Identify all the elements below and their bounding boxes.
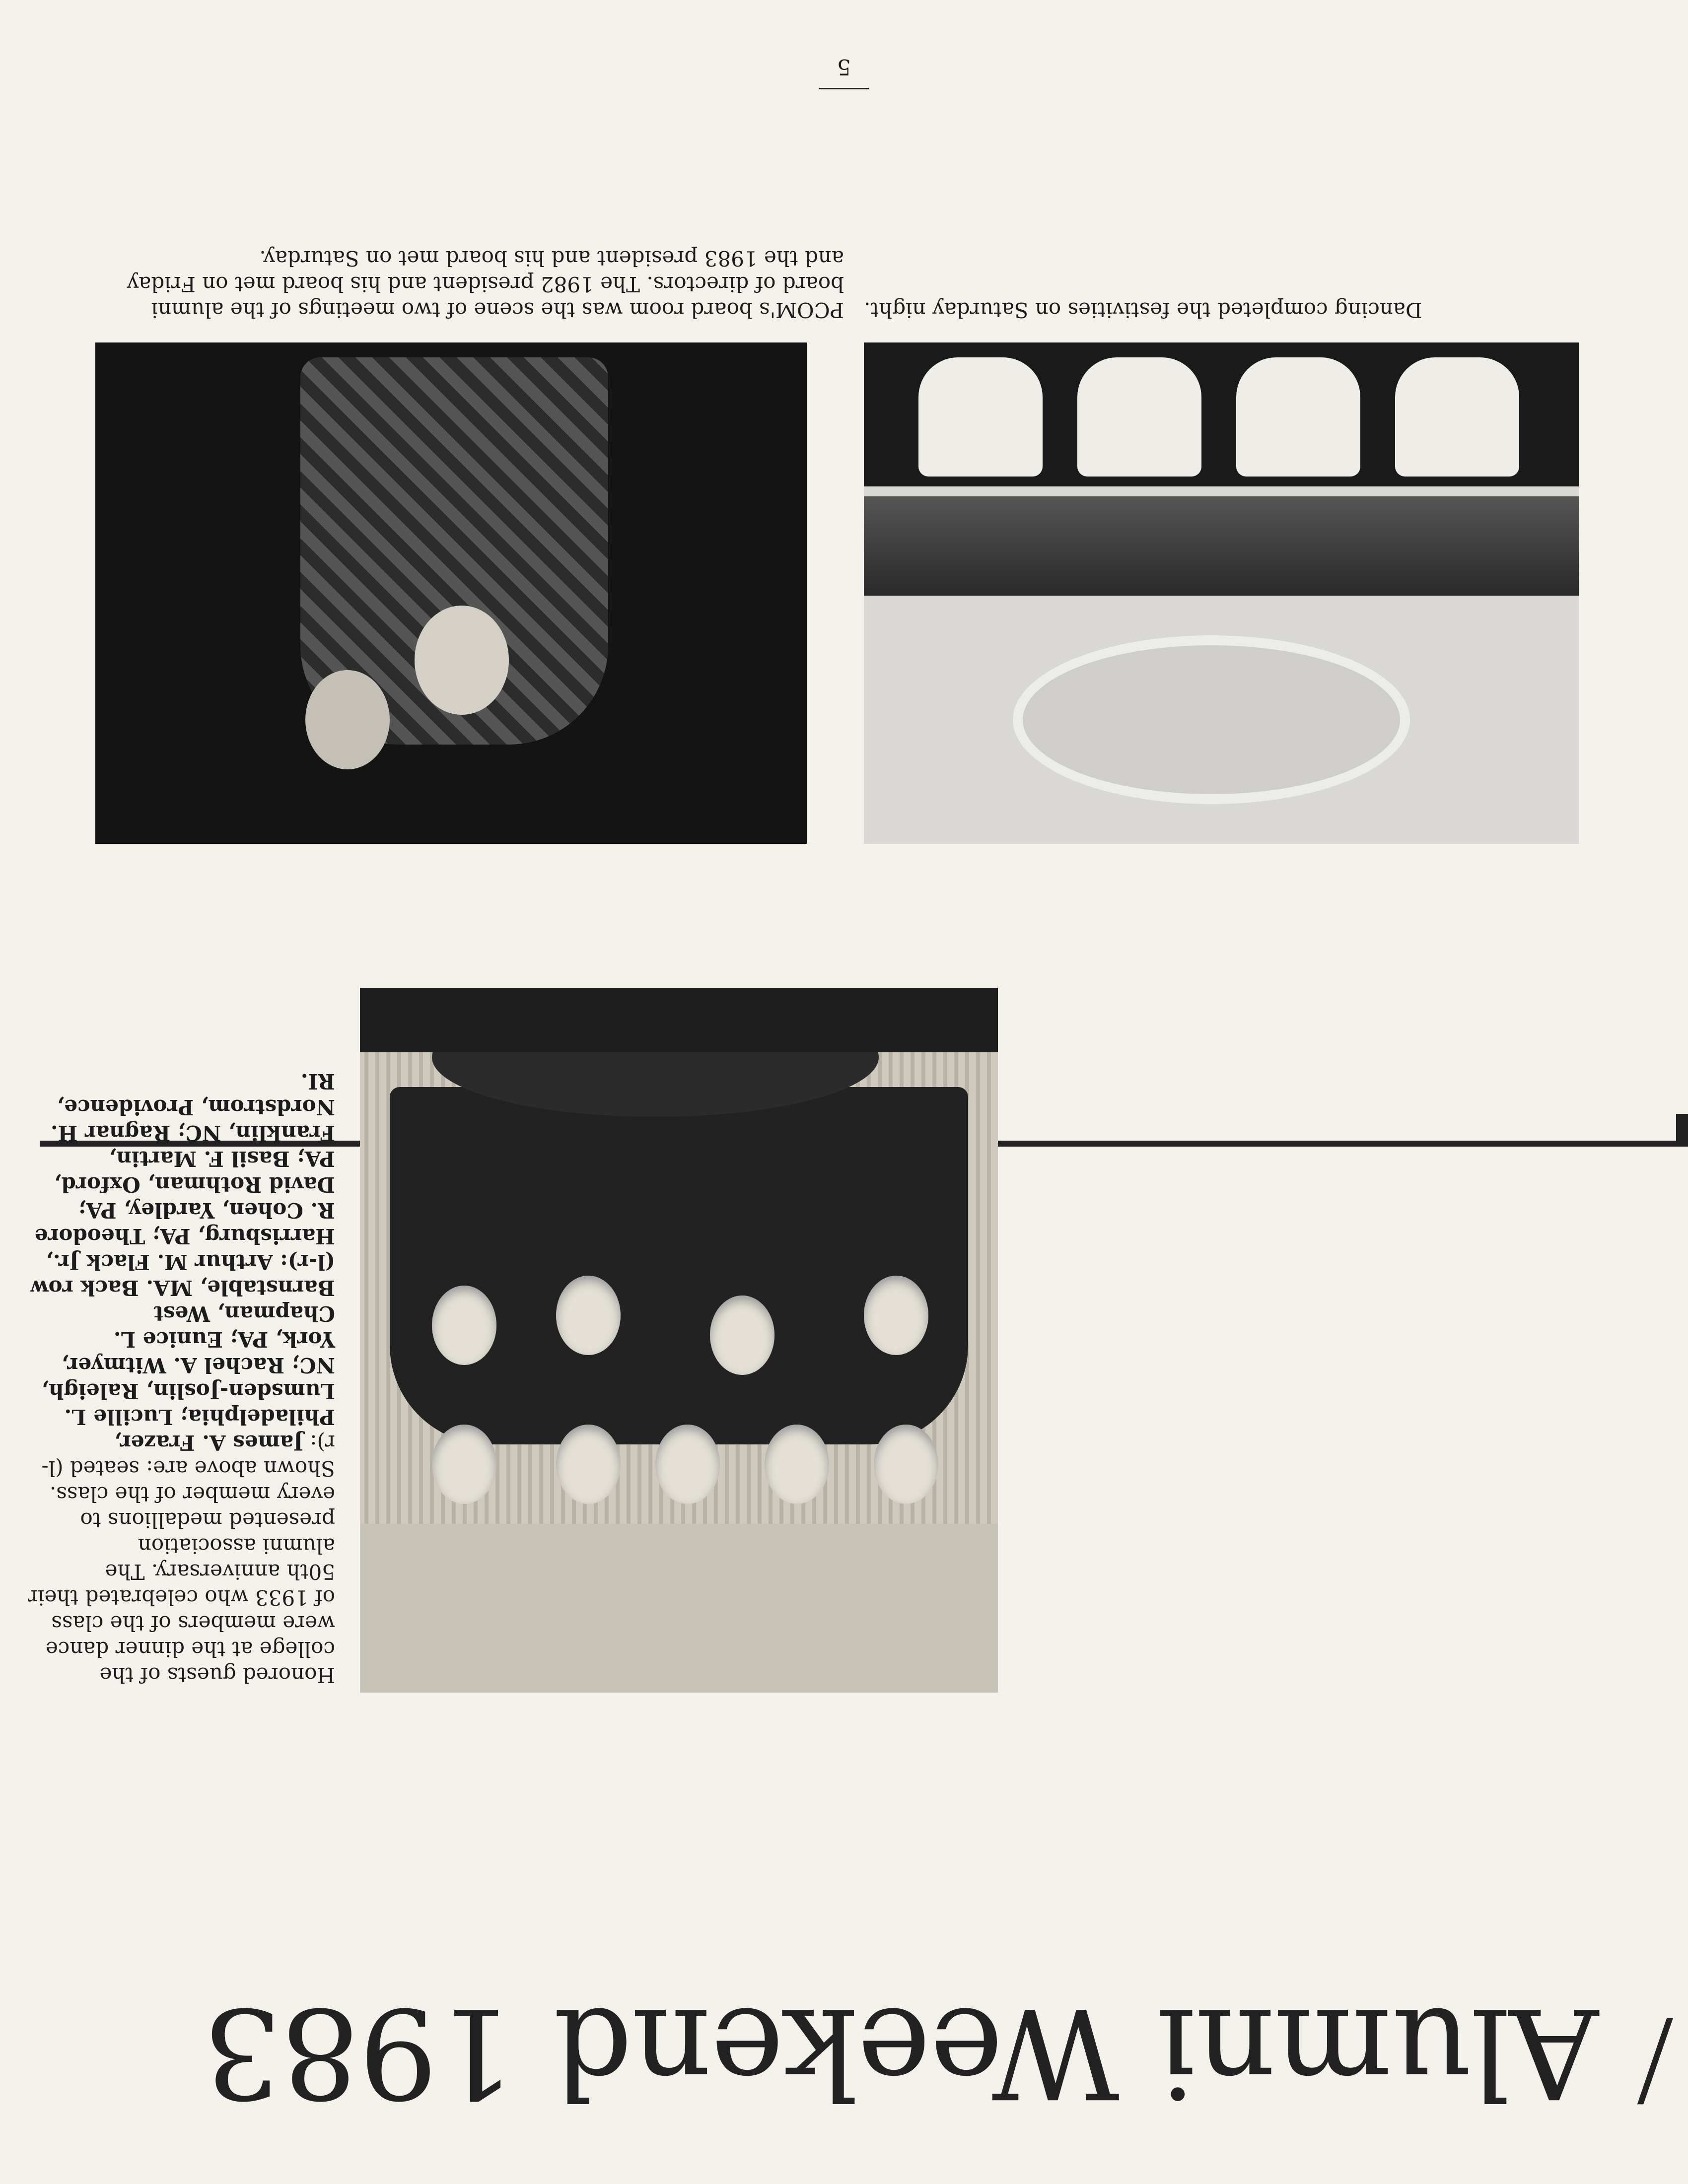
photo-face <box>415 606 509 715</box>
photo-lamp <box>1395 357 1519 477</box>
photo-background-wall <box>360 1524 998 1693</box>
photo-seated-people <box>864 496 1579 596</box>
photo-conference-table <box>1013 635 1410 804</box>
photo-face <box>305 670 390 769</box>
board-room-caption: PCOM's board room was the scene of two meetings of the alumni board of directors. The 1982 president and his board met on Friday and the 1983 president and his board met on Saturday. <box>127 246 844 322</box>
dancing-caption: Dancing completed the festivities on Saturday night. <box>864 298 1422 322</box>
board-room-photo <box>864 342 1579 844</box>
photo-face <box>556 1276 621 1355</box>
photo-face <box>874 1425 938 1504</box>
header-rule-tick <box>1676 1114 1688 1144</box>
page-number: 5 <box>837 54 851 79</box>
honored-guests-photo <box>360 988 998 1693</box>
photo-face <box>556 1425 621 1504</box>
photo-face <box>432 1425 496 1504</box>
caption-names: James A. Frazer, Philadelphia; Lucille L. Lumsden-Joslin, Raleigh, NC; Rachel A. Witmyer, York, PA; Eunice L. Chapman, West Barnstable, MA. Back row (l-r): Arthur M. Flack Jr., Harrisburg, PA; Theodore R. Cohen, Yardley, PA; David Rothman, Oxford, PA; Basil F. Martin, Franklin, NC; Ragnar H. Nordstrom, Providence, RI. <box>30 1069 335 1455</box>
photo-face <box>864 1276 928 1355</box>
photo-group-figures <box>390 1087 968 1444</box>
caption-lead: Honored guests of the college at the dinner dance were members of the class of 1933 who celebrated their 50th anniversary. The alumni association presented medallions to every member of the class. Shown above are: seated (l-r): <box>28 1431 335 1687</box>
photo-lamp <box>1236 357 1360 477</box>
photo-face <box>765 1425 829 1504</box>
page-title: Alumni Weekend 1983 <box>204 1980 1599 2125</box>
photo-lamp <box>918 357 1043 477</box>
photo-face <box>710 1296 774 1375</box>
photo-face <box>655 1425 720 1504</box>
page-number-rule <box>819 88 869 89</box>
dancing-photo <box>95 342 807 844</box>
photo-foreground <box>360 988 998 1052</box>
title-slash: / <box>1637 1991 1673 2134</box>
photo-lamp <box>1077 357 1201 477</box>
honored-guests-caption <box>27 1068 335 1688</box>
photo-face <box>432 1286 496 1365</box>
